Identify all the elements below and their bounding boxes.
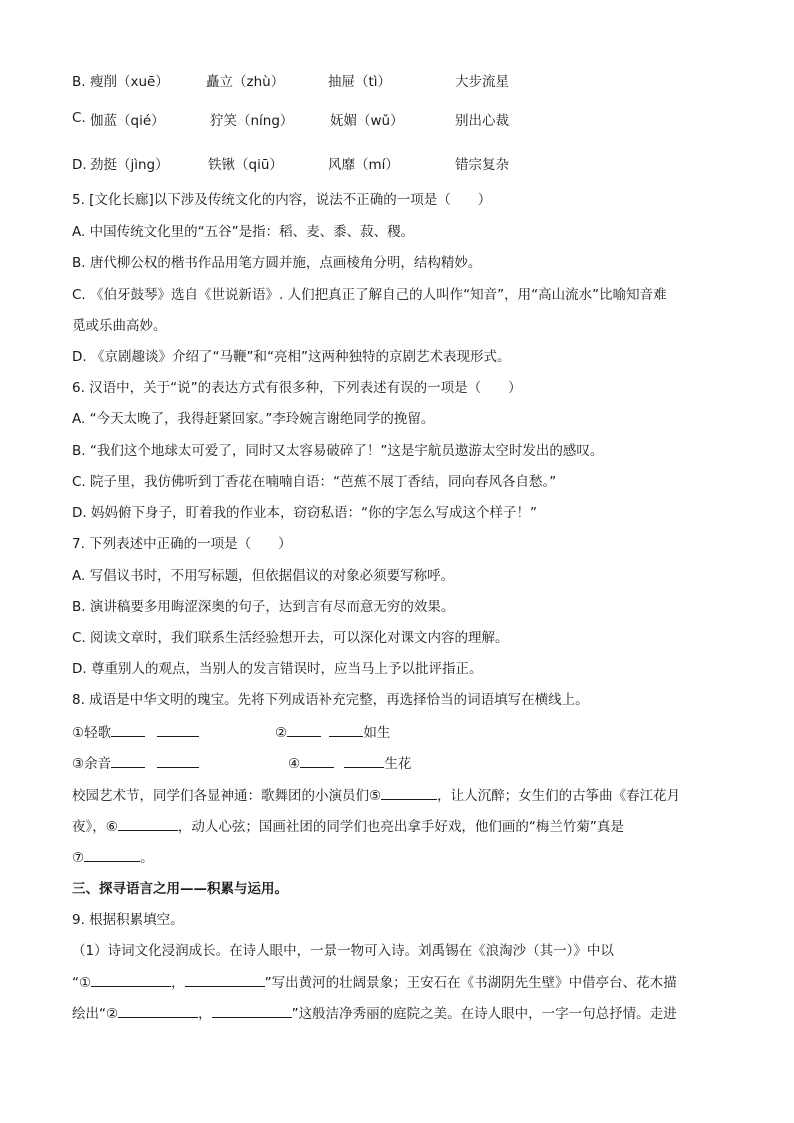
q8-idiom-2	[275, 722, 390, 743]
blank-9-1a[interactable]	[91, 972, 171, 987]
idiom-3-blank-a[interactable]	[111, 753, 145, 768]
q9-line-2	[72, 972, 677, 993]
option-item: 风靡（mí）	[328, 157, 399, 173]
q5-option-b: B. 唐代柳公权的楷书作品用笔方圆并施，点画棱角分明，结构精妙。	[72, 255, 482, 271]
passage-text: ，	[198, 1006, 212, 1022]
idiom-1-prefix: ①轻歌	[72, 725, 112, 741]
option-letter: D.	[72, 157, 87, 173]
q6-option-a: A. “今天太晚了，我得赶紧回家。”李玲婉言谢绝同学的挽留。	[72, 411, 435, 427]
section-heading: 三、探寻语言之用——积累与运用。	[72, 881, 288, 897]
option-item: 妩媚（wǔ）	[330, 113, 404, 129]
q7-option-d: D. 尊重别人的观点，当别人的发言错误时，应当马上予以批评指正。	[72, 661, 483, 677]
idiom-2-blank-b[interactable]	[329, 722, 363, 737]
idiom-1-blank-b[interactable]	[157, 722, 199, 737]
passage-text: ”这般洁净秀丽的庭院之美。在诗人眼中，一字一句总抒情。走进	[291, 1006, 677, 1022]
option-item: 矗立（zhù）	[206, 74, 285, 90]
option-letter: C.	[72, 110, 86, 126]
idiom-1-blank-a[interactable]	[111, 722, 145, 737]
q7-option-b: B. 演讲稿要多用晦涩深奥的句子，达到言有尽而意无穷的效果。	[72, 599, 455, 615]
idiom-4-blank-a[interactable]	[300, 753, 334, 768]
q6-option-b: B. “我们这个地球太可爱了，同时又太容易破碎了！”这是宇航员遨游太空时发出的感叹。	[72, 443, 604, 459]
q5-stem: 5. [文化长廊]以下涉及传统文化的内容，说法不正确的一项是（ ）	[72, 192, 492, 208]
passage-text: ”写出黄河的壮阔景象；王安石在《书湖阴先生壁》中借亭台、花木描	[264, 975, 677, 991]
q6-stem: 6. 汉语中，关于“说”的表达方式有很多种，下列表述有误的一项是（ ）	[72, 380, 522, 396]
q8-idiom-row-1	[72, 722, 199, 743]
idiom-4-suffix: 生花	[384, 756, 412, 772]
q8-idiom-row-2	[72, 753, 199, 774]
option-item: 大步流星	[455, 74, 509, 90]
blank-5[interactable]	[381, 785, 437, 800]
blank-6[interactable]	[118, 816, 178, 831]
option-item: 劲挺（jìng）	[90, 157, 169, 173]
idiom-4-prefix: ④	[288, 756, 301, 772]
q8-passage-line-2	[72, 816, 624, 837]
passage-text: 夜》，⑥	[72, 819, 118, 835]
idiom-3-prefix: ③余音	[72, 756, 112, 772]
passage-text: ⑦	[72, 850, 85, 866]
q9-stem: 9. 根据积累填空。	[72, 912, 184, 928]
option-item: 别出心裁	[455, 113, 509, 129]
passage-text: 校园艺术节，同学们各显神通：歌舞团的小演员们⑤	[72, 788, 382, 804]
passage-text: ，动人心弦；国画社团的同学们也亮出拿手好戏，他们画的“梅兰竹菊”真是	[177, 819, 624, 835]
q9-line-3	[72, 1003, 677, 1024]
passage-text: “①	[72, 975, 92, 991]
q6-option-d: D. 妈妈俯下身子，盯着我的作业本，窃窃私语：“你的字怎么写成这个样子！”	[72, 505, 537, 521]
q7-stem: 7. 下列表述中正确的一项是（ ）	[72, 536, 292, 552]
q5-option-c-cont: 觅或乐曲高妙。	[72, 318, 167, 334]
q5-option-a: A. 中国传统文化里的“五谷”是指：稻、麦、黍、菽、稷。	[72, 224, 415, 240]
q5-option-d: D. 《京剧趣谈》介绍了“马鞭”和“亮相”这两种独特的京剧艺术表现形式。	[72, 349, 511, 365]
q6-option-c: C. 院子里，我仿佛听到丁香花在喃喃自语：“芭蕉不展丁香结，同向春风各自愁。”	[72, 474, 557, 490]
option-item: 抽屉（tì）	[328, 74, 392, 90]
option-letter: B.	[72, 74, 86, 90]
passage-text: 。	[140, 850, 154, 866]
passage-text: ，	[171, 975, 185, 991]
option-item: 瘦削（xuē）	[90, 74, 169, 90]
q9-line-1: （1）诗词文化浸润成长。在诗人眼中，一景一物可入诗。刘禹锡在《浪淘沙（其一）》中以	[72, 943, 614, 959]
passage-text: ，让人沉醉；女生们的古筝曲《春江花月	[437, 788, 681, 804]
idiom-2-prefix: ②	[275, 725, 288, 741]
option-item: 错宗复杂	[455, 157, 509, 173]
option-item: 铁锹（qiū）	[208, 157, 283, 173]
option-item: 伽蓝（qié）	[90, 113, 165, 129]
q8-stem: 8. 成语是中华文明的瑰宝。先将下列成语补充完整，再选择恰当的词语填写在横线上。	[72, 692, 589, 708]
option-item: 狞笑（níng）	[210, 113, 294, 129]
q8-passage-line-3	[72, 847, 154, 868]
idiom-3-blank-b[interactable]	[157, 753, 199, 768]
q5-option-c: C. 《伯牙鼓琴》选自《世说新语》. 人们把真正了解自己的人叫作“知音”，用“高山流水”比喻知音难	[72, 287, 667, 303]
blank-9-1b[interactable]	[185, 972, 265, 987]
q8-idiom-4	[288, 753, 411, 774]
q7-option-a: A. 写倡议书时，不用写标题，但依据倡议的对象必须要写称呼。	[72, 568, 455, 584]
passage-text: 绘出“②	[72, 1006, 119, 1022]
idiom-2-blank-a[interactable]	[287, 722, 321, 737]
q8-passage-line-1	[72, 785, 680, 806]
blank-9-2a[interactable]	[118, 1003, 198, 1018]
idiom-4-blank-b[interactable]	[344, 753, 384, 768]
blank-9-2b[interactable]	[212, 1003, 292, 1018]
q7-option-c: C. 阅读文章时，我们联系生活经验想开去，可以深化对课文内容的理解。	[72, 630, 509, 646]
idiom-2-suffix: 如生	[363, 725, 391, 741]
blank-7[interactable]	[84, 847, 140, 862]
